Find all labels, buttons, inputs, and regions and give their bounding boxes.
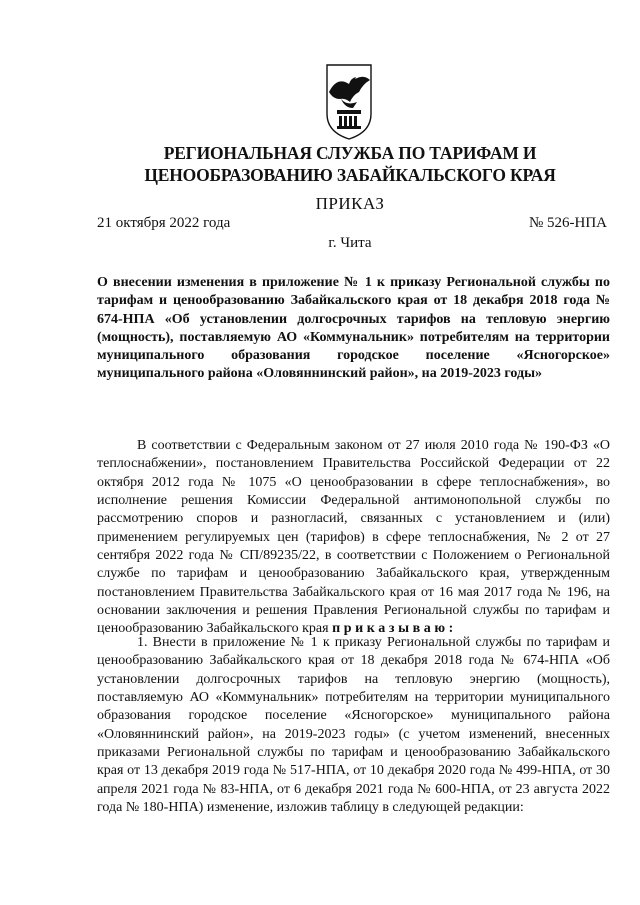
preamble-text: В соответствии с Федеральным законом от 27 июля 2010 года № 190-ФЗ «О теплоснабжении», постановлением Правительства Российской Федерации от 22 октября 2012 года № 1075 «О ценообразовании в сфере теплоснабжения», во исполнение решения Комиссии Федеральной антимонопольной службы по рассмотрению споров и разногласий, связанных с установлением и (или) применением регулируемых цен (тарифов) в сфере теплоснабжения, № 2 от 27 сентября 2022 года № СП/89235/22, в соответствии с Положением о Региональной службе по тарифам и ценообразованию Забайкальского края, утвержденным постановлением Правительства Забайкальского края от 16 мая 2017 года № 196, на основании заключения и решения Правления Региональной службы по тарифам и ценообразованию Забайкальского края <box>97 438 610 637</box>
order-word: приказываю: <box>332 621 457 637</box>
document-number: № 526-НПА <box>528 215 607 231</box>
organization-title-line2: ЦЕНООБРАЗОВАНИЮ ЗАБАЙКАЛЬСКОГО КРАЯ <box>144 165 556 185</box>
document-date: 21 октября 2022 года <box>97 215 231 231</box>
organization-title <box>100 142 600 186</box>
document-subject: О внесении изменения в приложение № 1 к приказу Региональной службы по тарифам и ценообразованию Забайкальского края от 18 декабря 2018 года № 674-НПА «Об установлении долгосрочных тарифов на тепловую энергию (мощность), поставляемую АО «Коммунальник» потребителям на территории муниципального образования городское поселение «Ясногорское» муниципального района «Оловяннинский район», на 2019-2023 годы» <box>97 275 610 382</box>
document-city: г. Чита <box>328 235 372 251</box>
organization-title-line1: РЕГИОНАЛЬНАЯ СЛУЖБА ПО ТАРИФАМ И <box>163 143 537 163</box>
coat-of-arms-icon <box>323 62 375 142</box>
document-type: ПРИКАЗ <box>315 194 385 213</box>
item-1-paragraph: 1. Внести в приложение № 1 к приказу Региональной службы по тарифам и ценообразованию Забайкальского края от 18 декабря 2018 года № 674-НПА «Об установлении долгосрочных тарифов на тепловую энергию (мощность), поставляемую АО «Коммунальник» потребителям на территории муниципального образования городское поселение «Ясногорское» муниципального района «Оловяннинский район», на 2019-2023 годы» (с учетом изменений, внесенных приказами Региональной службы по тарифам и ценообразованию Забайкальского края от 13 декабря 2019 года № 517-НПА, от 10 декабря 2020 года № 499-НПА, от 30 апреля 2021 года № 83-НПА, от 6 декабря 2021 года № 600-НПА, от 23 августа 2022 года № 180-НПА) изменение, изложив таблицу в следующей редакции: <box>97 635 610 816</box>
preamble-paragraph <box>97 437 610 639</box>
